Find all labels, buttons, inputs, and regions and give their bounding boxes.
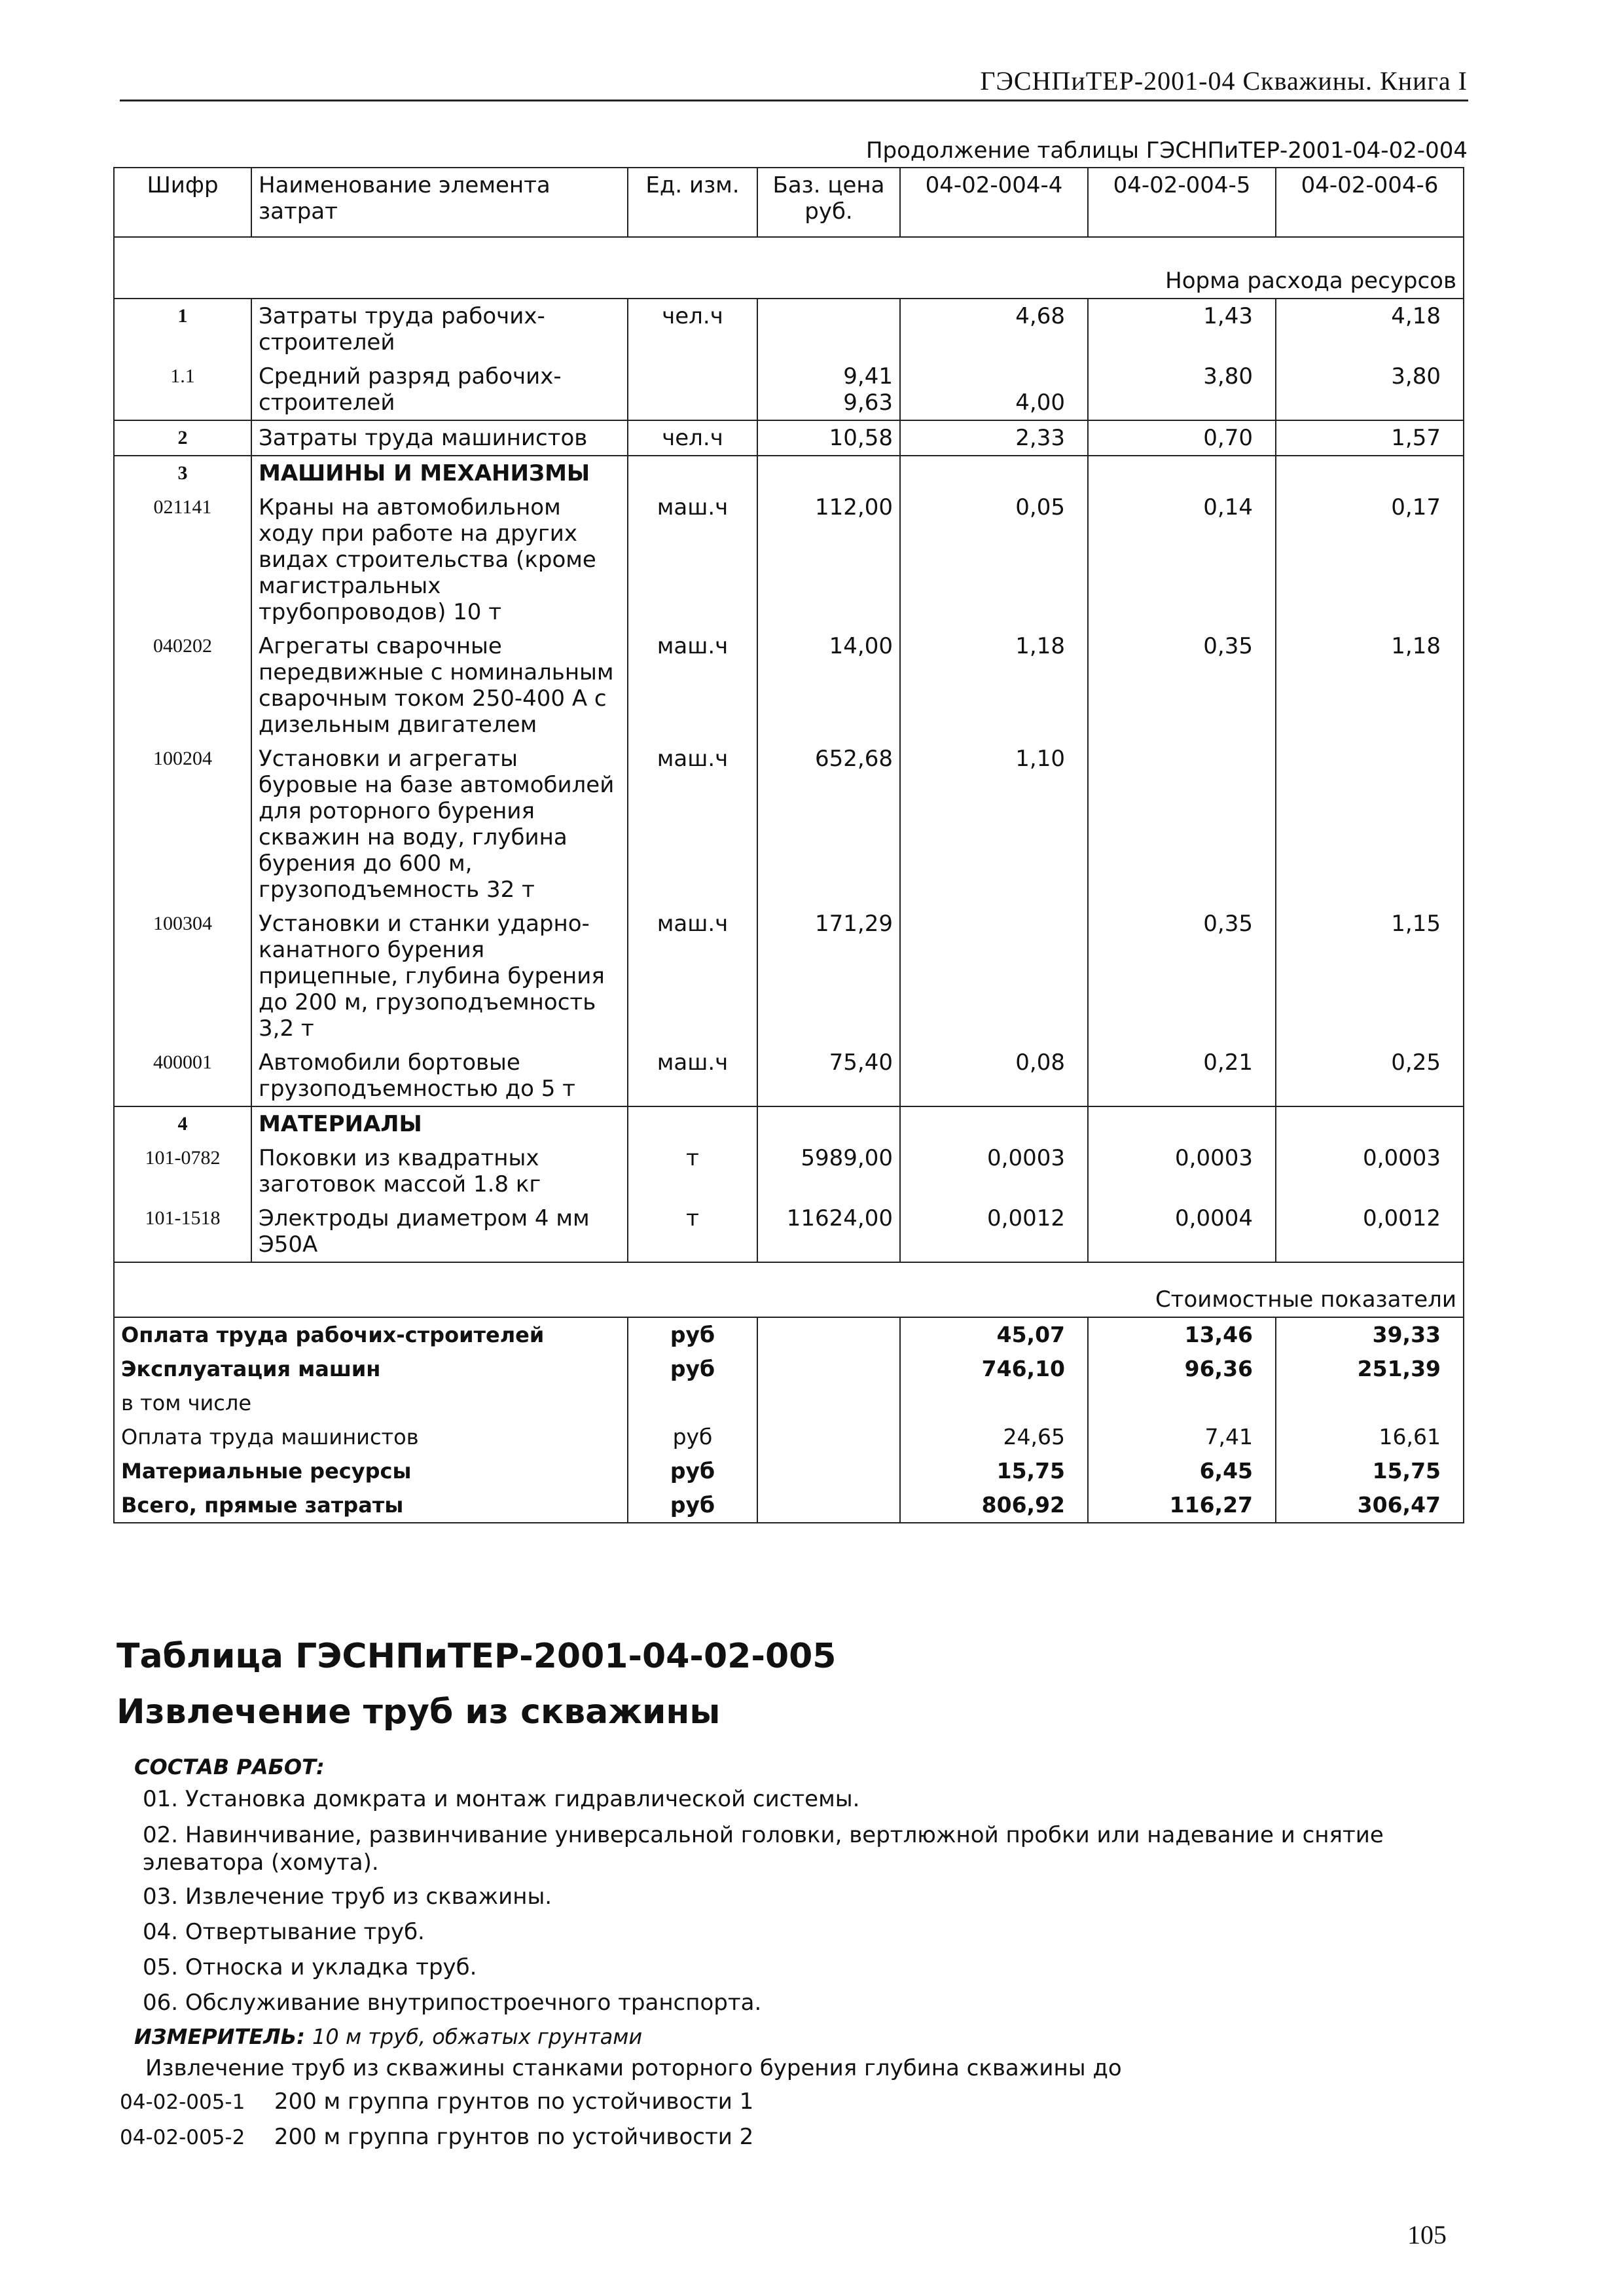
table-row: 040202 Агрегаты сварочные передвижные с номинальным сварочным током 250-400 А с дизельным двигателем маш.ч 14,00 1,18 0,35 1,18 [114, 629, 1464, 742]
cost-row: Эксплуатация машин руб 746,10 96,36 251,39 [114, 1352, 1464, 1386]
col-price-header: Баз. цена руб. [757, 168, 900, 237]
norm-label: Норма расхода ресурсов [114, 264, 1464, 299]
work-item: 04. Отвертывание труб. [143, 1919, 425, 1945]
running-head: ГЭСНПиТЕР-2001-04 Скважины. Книга I [980, 66, 1468, 96]
cost-row: Оплата труда рабочих-строителей руб 45,07 13,46 39,33 [114, 1317, 1464, 1352]
norm-code: 04-02-005-2 200 м группа грунтов по устойчивости 2 [120, 2124, 754, 2150]
col-code-header: Шифр [114, 168, 251, 237]
table-row: 1 Затраты труда рабочих-строителей чел.ч 4,68 1,43 4,18 [114, 299, 1464, 359]
table-continuation-caption: Продолжение таблицы ГЭСНПиТЕР-2001-04-02-004 [865, 137, 1468, 164]
work-item: 02. Навинчивание, развинчивание универсальной головки, вертлюжной пробки или надевание и снятие элеватора (хомута). [143, 1822, 1384, 1876]
table-row: 2 Затраты труда машинистов чел.ч 10,58 2,33 0,70 1,57 [114, 420, 1464, 456]
cost-row: в том числе [114, 1386, 1464, 1420]
work-item: 01. Установка домкрата и монтаж гидравлической системы. [143, 1786, 860, 1812]
meter-value: 10 м труб, обжатых грунтами [312, 2024, 643, 2049]
table-row: 101-1518 Электроды диаметром 4 мм Э50А т 11624,00 0,0012 0,0004 0,0012 [114, 1201, 1464, 1262]
section-subtitle: Извлечение труб из скважины [117, 1692, 721, 1732]
col-c4-header: 04-02-004-4 [900, 168, 1088, 237]
meter-heading: ИЗМЕРИТЕЛЬ: [134, 2024, 305, 2049]
col-c6-header: 04-02-004-6 [1276, 168, 1464, 237]
norm-code: 04-02-005-1 200 м группа грунтов по устойчивости 1 [120, 2088, 754, 2115]
section-row-machines: 3 МАШИНЫ И МЕХАНИЗМЫ [114, 456, 1464, 490]
work-item: 03. Извлечение труб из скважины. [143, 1884, 552, 1910]
works-heading: СОСТАВ РАБОТ: [134, 1755, 325, 1779]
col-name-header: Наименование элемента затрат [251, 168, 628, 237]
section-title: Таблица ГЭСНПиТЕР-2001-04-02-005 [117, 1637, 837, 1676]
table-row: 100204 Установки и агрегаты буровые на базе автомобилей для роторного бурения скважин на воду, глубина бурения до 600 м, грузоподъемность 32 т маш.ч 652,68 1,10 [114, 742, 1464, 907]
cost-row: Оплата труда машинистов руб 24,65 7,41 16,61 [114, 1420, 1464, 1454]
work-item: 06. Обслуживание внутрипостроечного транспорта. [143, 1990, 762, 2016]
intro-text: Извлечение труб из скважины станками роторного бурения глубина скважины до [145, 2055, 1122, 2081]
work-item: 05. Относка и укладка труб. [143, 1954, 477, 1980]
cost-row: Материальные ресурсы руб 15,75 6,45 15,75 [114, 1454, 1464, 1488]
table-row: 400001 Автомобили бортовые грузоподъемностью до 5 т маш.ч 75,40 0,08 0,21 0,25 [114, 1046, 1464, 1106]
header-rule [120, 100, 1468, 101]
page-number: 105 [1407, 2220, 1447, 2250]
norms-table [113, 167, 1464, 1523]
table-row: 101-0782 Поковки из квадратных заготовок массой 1.8 кг т 5989,00 0,0003 0,0003 0,0003 [114, 1141, 1464, 1201]
table-row: 021141 Краны на автомобильном ходу при работе на других видах строительства (кроме магистральных трубопроводов) 10 т маш.ч 112,00 0,05 0,14 0,17 [114, 490, 1464, 629]
col-unit-header: Ед. изм. [628, 168, 757, 237]
table-row: 1.1 Средний разряд рабочих-строителей 9,41 9,63 4,00 3,80 3,80 [114, 359, 1464, 420]
cost-label: Стоимостные показатели [114, 1283, 1464, 1317]
section-row-materials: 4 МАТЕРИАЛЫ [114, 1106, 1464, 1141]
meter-line [134, 2024, 642, 2049]
col-c5-header: 04-02-004-5 [1088, 168, 1276, 237]
cost-row: Всего, прямые затраты руб 806,92 116,27 306,47 [114, 1488, 1464, 1523]
table-header-row [114, 168, 1464, 237]
table-row: 100304 Установки и станки ударно-канатного бурения прицепные, глубина бурения до 200 м, грузоподъемность 3,2 т маш.ч 171,29 0,35 1,15 [114, 907, 1464, 1046]
